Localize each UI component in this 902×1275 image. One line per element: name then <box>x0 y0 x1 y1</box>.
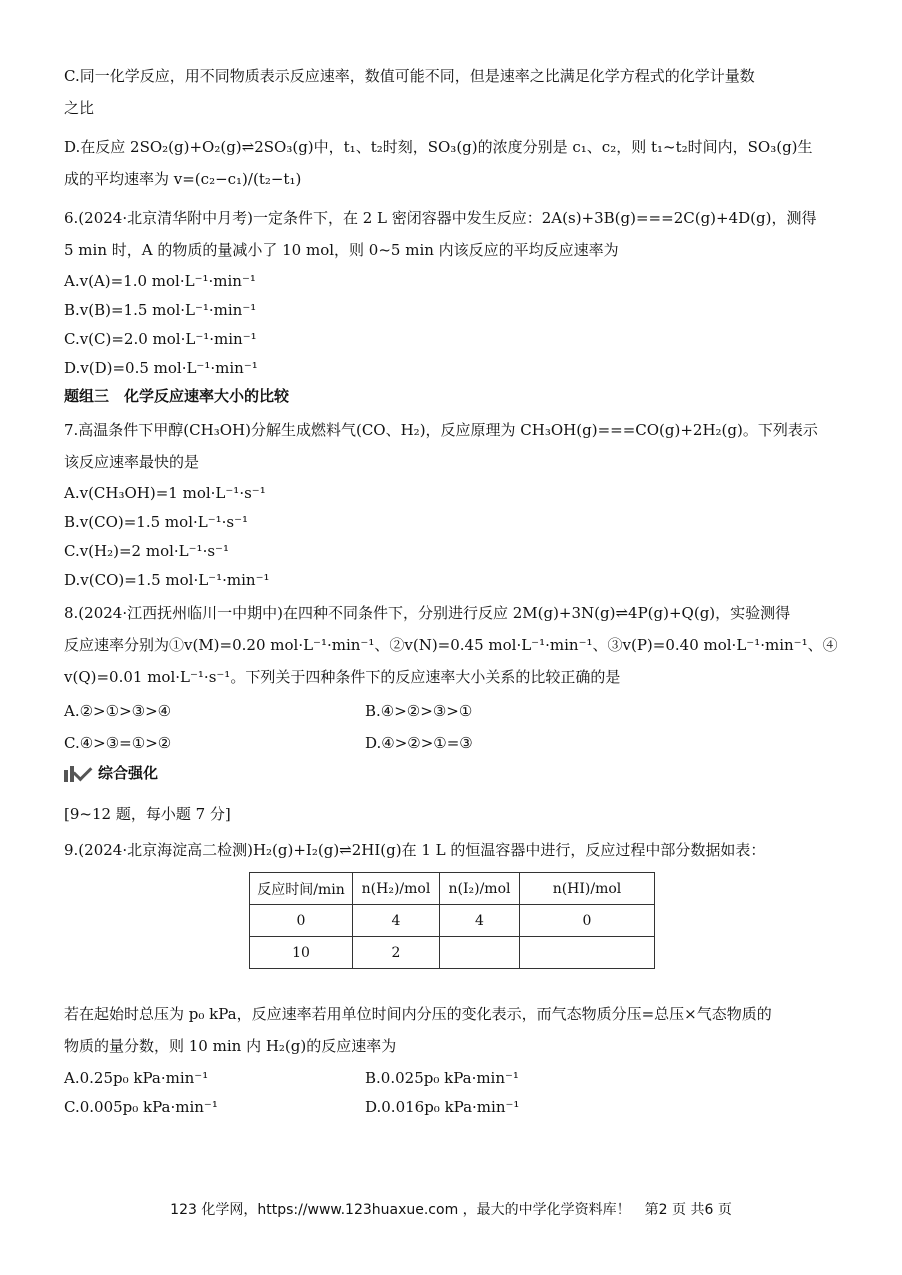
option-d-line2: 成的平均速率为 v=(c₂−c₁)/(t₂−t₁) <box>64 170 302 188</box>
option-c-line1: C.同一化学反应，用不同物质表示反应速率，数值可能不同，但是速率之比满足化学方程式的化学计量数 <box>64 67 755 85</box>
question-6-line1: 6.(2024·北京清华附中月考)一定条件下，在 2 L 密闭容器中发生反应：2A(s)+3B(g)===2C(g)+4D(g)，测得 <box>64 209 817 227</box>
question-7-line1: 7.高温条件下甲醇(CH₃OH)分解生成燃料气(CO、H₂)，反应原理为 CH₃OH(g)===CO(g)+2H₂(g)。下列表示 <box>64 421 818 439</box>
table-cell: 2 <box>353 937 440 969</box>
question-9-line3: 物质的量分数，则 10 min 内 H₂(g)的反应速率为 <box>64 1037 397 1055</box>
q7-option-d: D.v(CO)=1.5 mol·L⁻¹·min⁻¹ <box>64 571 270 589</box>
q8-option-b: B.④>②>③>① <box>365 702 473 720</box>
group3-heading: 题组三 化学反应速率大小的比较 <box>64 387 290 405</box>
question-9-line2: 若在起始时总压为 p₀ kPa，反应速率若用单位时间内分压的变化表示，而气态物质分压=总压×气态物质的 <box>64 1005 772 1023</box>
question-8-line1: 8.(2024·江西抚州临川一中期中)在四种不同条件下，分别进行反应 2M(g)+3N(g)⇌4P(g)+Q(g)，实验测得 <box>64 604 791 622</box>
table-header: n(HI)/mol <box>520 873 655 905</box>
q6-option-a: A.v(A)=1.0 mol·L⁻¹·min⁻¹ <box>64 272 256 290</box>
option-d-line1: D.在反应 2SO₂(g)+O₂(g)⇌2SO₃(g)中，t₁、t₂时刻，SO₃(g)的浓度分别是 c₁、c₂，则 t₁~t₂时间内，SO₃(g)生 <box>64 138 813 156</box>
score-note: [9~12 题，每小题 7 分] <box>64 805 231 823</box>
table-header: n(I₂)/mol <box>440 873 520 905</box>
table-header: n(H₂)/mol <box>353 873 440 905</box>
data-table <box>249 872 655 969</box>
q9-option-a: A.0.25p₀ kPa·min⁻¹ <box>64 1069 209 1087</box>
q9-option-c: C.0.005p₀ kPa·min⁻¹ <box>64 1098 218 1116</box>
question-7-line2: 该反应速率最快的是 <box>64 453 200 471</box>
table-cell <box>520 937 655 969</box>
q8-option-c: C.④>③=①>② <box>64 734 172 752</box>
q6-option-b: B.v(B)=1.5 mol·L⁻¹·min⁻¹ <box>64 301 257 319</box>
table-cell: 0 <box>250 905 353 937</box>
q7-option-a: A.v(CH₃OH)=1 mol·L⁻¹·s⁻¹ <box>64 484 266 502</box>
table-cell: 0 <box>520 905 655 937</box>
option-c-line2: 之比 <box>64 99 95 117</box>
question-6-line2: 5 min 时，A 的物质的量减小了 10 mol，则 0~5 min 内该反应的平均反应速率为 <box>64 241 619 259</box>
q9-option-b: B.0.025p₀ kPa·min⁻¹ <box>365 1069 519 1087</box>
table-cell: 4 <box>440 905 520 937</box>
q7-option-b: B.v(CO)=1.5 mol·L⁻¹·s⁻¹ <box>64 513 249 531</box>
q7-option-c: C.v(H₂)=2 mol·L⁻¹·s⁻¹ <box>64 542 229 560</box>
table-cell: 10 <box>250 937 353 969</box>
table-row <box>250 937 655 969</box>
table-row <box>250 905 655 937</box>
q9-option-d: D.0.016p₀ kPa·min⁻¹ <box>365 1098 520 1116</box>
question-9-line1: 9.(2024·北京海淀高二检测)H₂(g)+I₂(g)⇌2HI(g)在 1 L 的恒温容器中进行，反应过程中部分数据如表： <box>64 841 766 859</box>
table-cell: 4 <box>353 905 440 937</box>
table-cell <box>440 937 520 969</box>
question-8-line3: v(Q)=0.01 mol·L⁻¹·s⁻¹。下列关于四种条件下的反应速率大小关系的比较正确的是 <box>64 668 621 686</box>
section-heading <box>64 762 158 783</box>
checkmark-chart-icon <box>64 764 90 782</box>
page-footer: 123 化学网，https://www.123huaxue.com ，最大的中学化学资料库！ 第2 页 共6 页 <box>170 1202 732 1218</box>
q6-option-c: C.v(C)=2.0 mol·L⁻¹·min⁻¹ <box>64 330 257 348</box>
table-header-row <box>250 873 655 905</box>
question-8-line2: 反应速率分别为①v(M)=0.20 mol·L⁻¹·min⁻¹、②v(N)=0.45 mol·L⁻¹·min⁻¹、③v(P)=0.40 mol·L⁻¹·min⁻¹、④ <box>64 636 838 654</box>
table-header: 反应时间/min <box>250 873 353 905</box>
q6-option-d: D.v(D)=0.5 mol·L⁻¹·min⁻¹ <box>64 359 258 377</box>
section-title: 综合强化 <box>98 764 159 782</box>
q8-option-d: D.④>②>①=③ <box>365 734 473 752</box>
q8-option-a: A.②>①>③>④ <box>64 702 172 720</box>
